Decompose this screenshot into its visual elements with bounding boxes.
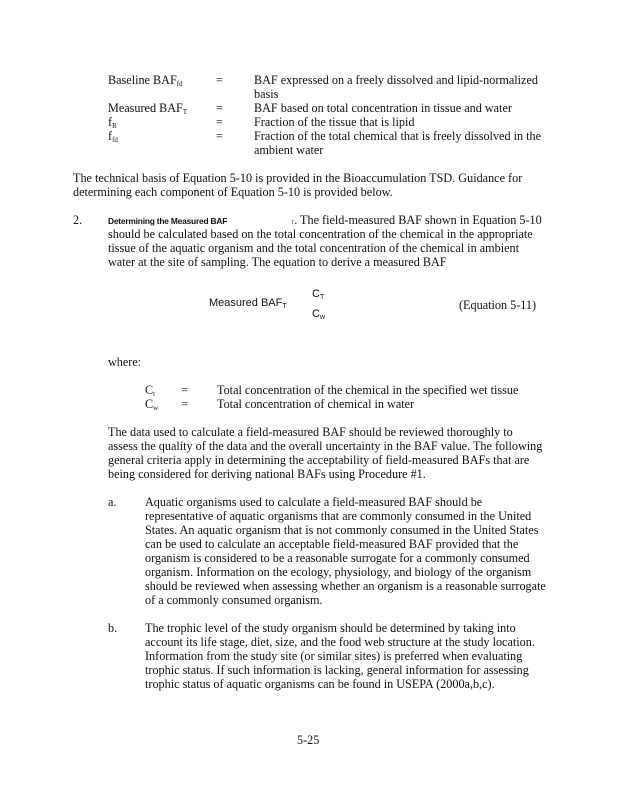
term-text: Measured BAF <box>108 101 183 115</box>
term-subscript: R <box>112 122 117 130</box>
equals-sign: = <box>181 397 188 411</box>
symbol-text: C <box>145 397 154 411</box>
term-subscript: fd <box>176 80 183 88</box>
heading-subscript: T <box>291 221 295 226</box>
term-subscript: T <box>182 108 188 116</box>
item-a-line: organism. Information on the ecology, physiology, and biology of the organism <box>145 565 532 579</box>
definition-desc: Fraction of the total chemical that is freely dissolved in the <box>254 129 542 143</box>
item-number: 2. <box>73 213 83 227</box>
item-b-line: Information from the study site (or similar sites) is preferred when evaluating <box>145 649 523 663</box>
numerator-symbol: C <box>312 288 320 300</box>
item2-line: tissue of the aquatic organism and the total concentration of the chemical in ambient <box>108 241 519 255</box>
denominator-symbol: C <box>312 308 320 320</box>
symbol-subscript: t <box>153 390 156 398</box>
item2-text: . The field-measured BAF shown in Equation 5-10 <box>294 213 542 227</box>
item-heading: Determining the Measured BAF <box>108 216 228 226</box>
term-text: f <box>108 129 113 143</box>
term-text: Baseline BAF <box>108 73 177 87</box>
where-desc: Total concentration of the chemical in the specified wet tissue <box>217 383 519 397</box>
item-a-line: organism is considered to be a reasonable surrogate for a commonly consumed <box>145 551 530 565</box>
symbol-text: C <box>145 383 154 397</box>
item-label: b. <box>108 621 118 635</box>
item-a-line: of a commonly consumed organism. <box>145 593 323 607</box>
equation-lhs-subscript: T <box>282 303 287 310</box>
item-a-line: can be used to calculate an acceptable field-measured BAF provided that the <box>145 537 519 551</box>
definition-desc: Fraction of the tissue that is lipid <box>254 115 415 129</box>
item-b-line: account its life stage, diet, size, and the food web structure at the study location. <box>145 635 535 649</box>
term-text: f <box>108 115 113 129</box>
definition-desc: BAF expressed on a freely dissolved and lipid-normalized <box>254 73 538 87</box>
numerator-subscript: T <box>319 294 325 301</box>
equals-sign: = <box>216 101 223 115</box>
equation-lhs-text: Measured BAF <box>209 297 283 309</box>
item-a-line: representative of aquatic organisms that are commonly consumed in the United <box>145 509 532 523</box>
definition-term-measured-baf <box>108 101 187 120</box>
item-label: a. <box>108 495 117 509</box>
item2-line: water at the site of sampling. The equation to derive a measured BAF <box>108 255 447 269</box>
equation-denominator <box>312 308 325 321</box>
equals-sign: = <box>216 129 223 143</box>
definition-desc: BAF based on total concentration in tissue and water <box>254 101 512 115</box>
data-paragraph-line: general criteria apply in determining the acceptability of field-measured BAFs that are <box>108 453 530 467</box>
data-paragraph-line: assess the quality of the data and the overall uncertainty in the BAF value. The following <box>108 439 543 453</box>
equals-sign: = <box>216 73 223 87</box>
denominator-subscript: w <box>319 314 326 321</box>
equation-lhs <box>209 297 287 310</box>
definition-desc-cont: ambient water <box>254 143 324 157</box>
item-a-line: States. An aquatic organism that is not commonly consumed in the United States <box>145 523 539 537</box>
basis-paragraph-line: The technical basis of Equation 5-10 is provided in the Bioaccumulation TSD. Guidance for <box>73 171 523 185</box>
equation-numerator <box>312 288 324 301</box>
where-label: where: <box>108 355 142 369</box>
definition-term-f-fd <box>108 129 118 148</box>
item-b-line: trophic status. If such information is lacking, general information for assessing <box>145 663 529 677</box>
where-symbol <box>145 397 158 416</box>
where-desc: Total concentration of chemical in water <box>217 397 415 411</box>
item-a-line: should be reviewed when assessing whether an organism is a reasonable surrogate <box>145 579 546 593</box>
symbol-subscript: w <box>153 404 159 412</box>
equation-label: (Equation 5-11) <box>459 298 537 312</box>
data-paragraph-line: The data used to calculate a field-measured BAF should be reviewed thoroughly to <box>108 425 513 439</box>
basis-paragraph-line: determining each component of Equation 5-10 is provided below. <box>73 185 393 199</box>
item-b-line: trophic status of aquatic organisms can be found in USEPA (2000a,b,c). <box>145 677 495 691</box>
term-subscript: fd <box>112 136 118 144</box>
item2-line: should be calculated based on the total concentration of the chemical in the appropriate <box>108 227 533 241</box>
page-number: 5-25 <box>297 733 320 747</box>
data-paragraph-line: being considered for deriving national BAFs using Procedure #1. <box>108 467 426 481</box>
equals-sign: = <box>216 115 223 129</box>
definition-desc-cont: basis <box>254 87 279 101</box>
equals-sign: = <box>181 383 188 397</box>
item-b-line: The trophic level of the study organism should be determined by taking into <box>145 621 516 635</box>
item-a-line: Aquatic organisms used to calculate a field-measured BAF should be <box>145 495 483 509</box>
definition-term-baseline-baf <box>108 73 183 92</box>
